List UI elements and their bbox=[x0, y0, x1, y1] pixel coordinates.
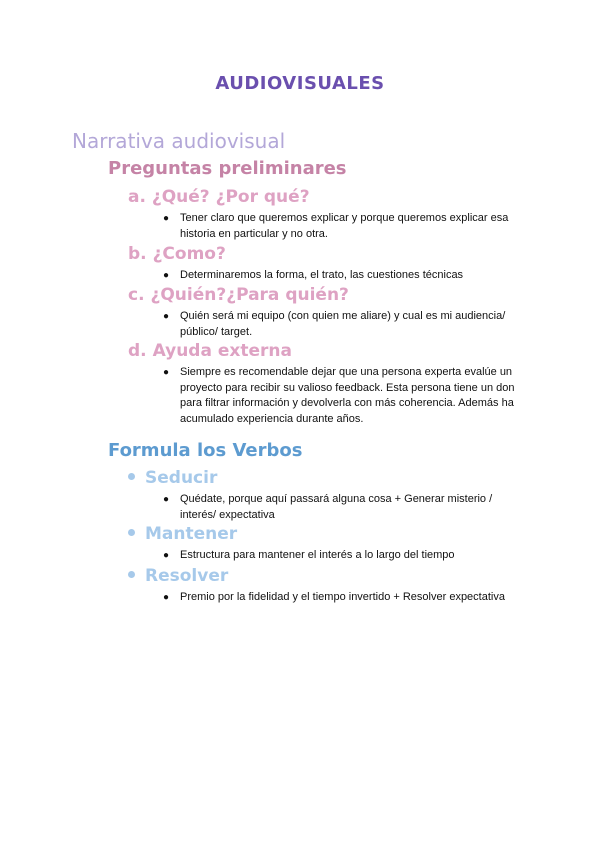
circle-bullet-icon bbox=[128, 571, 135, 578]
item-label: Ayuda externa bbox=[152, 341, 292, 361]
item-label: ¿Qué? ¿Por qué? bbox=[151, 187, 310, 207]
bullet-item bbox=[163, 492, 523, 523]
bullet-text: Premio por la fidelidad y el tiempo invertido + Resolver expectativa bbox=[180, 591, 505, 603]
bullet-item bbox=[163, 309, 523, 340]
bullet-item bbox=[163, 590, 523, 606]
circle-bullet-icon bbox=[128, 473, 135, 480]
bullet-text: Estructura para mantener el interés a lo largo del tiempo bbox=[180, 549, 455, 561]
item-marker: d. bbox=[128, 341, 147, 361]
verb-item bbox=[128, 524, 237, 544]
item-label: ¿Como? bbox=[152, 244, 226, 264]
bullet-item bbox=[163, 365, 523, 427]
question-item bbox=[128, 341, 292, 361]
bullet-dot-icon: ● bbox=[163, 550, 170, 561]
bullet-dot-icon: ● bbox=[163, 213, 170, 224]
bullet-item bbox=[163, 268, 523, 284]
item-marker: c. bbox=[128, 285, 145, 305]
heading-formula-verbos: Formula los Verbos bbox=[108, 440, 303, 461]
bullet-dot-icon: ● bbox=[163, 270, 170, 281]
bullet-text: Quién será mi equipo (con quien me aliare) y cual es mi audiencia/ público/ target. bbox=[180, 310, 506, 338]
bullet-dot-icon: ● bbox=[163, 367, 170, 378]
bullet-text: Siempre es recomendable dejar que una persona experta evalúe un proyecto para recibir su valioso feedback. Esta persona tiene un don para filtrar información y devolverla con más coherencia. Además ha acumulado experiencia durante años. bbox=[180, 366, 515, 425]
heading-preguntas: Preguntas preliminares bbox=[108, 158, 347, 179]
bullet-dot-icon: ● bbox=[163, 592, 170, 603]
item-label: ¿Quién?¿Para quién? bbox=[150, 285, 349, 305]
bullet-text: Tener claro que queremos explicar y porque queremos explicar esa historia en particular y no otra. bbox=[180, 212, 509, 240]
verb-item bbox=[128, 566, 228, 586]
bullet-dot-icon: ● bbox=[163, 494, 170, 505]
bullet-text: Quédate, porque aquí passará alguna cosa + Generar misterio / interés/ expectativa bbox=[180, 493, 493, 521]
bullet-item bbox=[163, 211, 523, 242]
document-title: AUDIOVISUALES bbox=[215, 73, 385, 94]
item-marker: b. bbox=[128, 244, 147, 264]
item-label: Resolver bbox=[145, 566, 229, 586]
bullet-dot-icon: ● bbox=[163, 311, 170, 322]
bullet-text: Determinaremos la forma, el trato, las cuestiones técnicas bbox=[180, 269, 464, 281]
heading-narrativa: Narrativa audiovisual bbox=[72, 129, 286, 153]
item-label: Mantener bbox=[145, 524, 238, 544]
item-marker: a. bbox=[128, 187, 146, 207]
item-label: Seducir bbox=[145, 468, 218, 488]
question-item bbox=[128, 244, 226, 264]
question-item bbox=[128, 285, 349, 305]
bullet-item bbox=[163, 548, 523, 564]
verb-item bbox=[128, 468, 217, 488]
circle-bullet-icon bbox=[128, 529, 135, 536]
question-item bbox=[128, 187, 310, 207]
